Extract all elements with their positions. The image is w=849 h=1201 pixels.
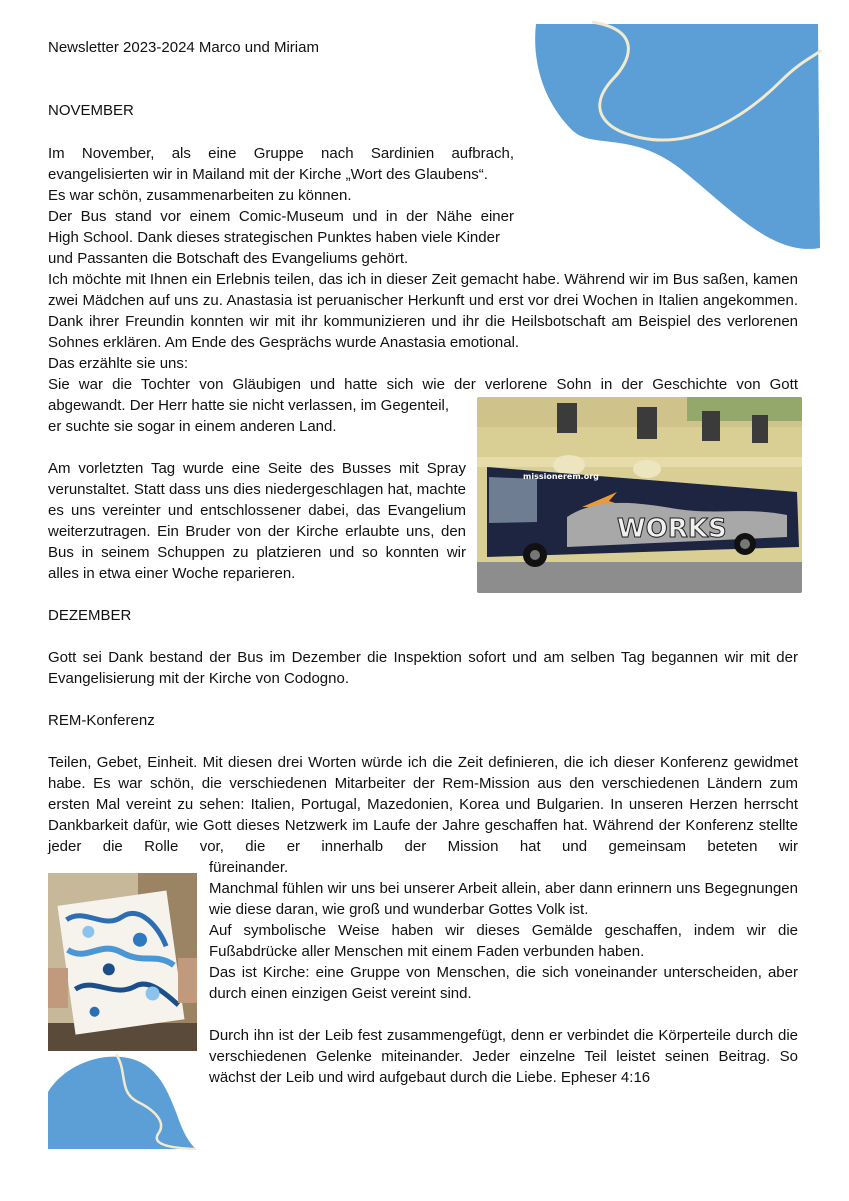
november-intro bbox=[48, 143, 514, 269]
decorative-blob-top bbox=[532, 20, 822, 252]
rem-intro-end: füreinander. bbox=[209, 859, 289, 876]
november-story bbox=[48, 269, 798, 395]
rem-heading: REM-Konferenz bbox=[48, 712, 155, 729]
bus-illustration bbox=[477, 397, 802, 593]
november-story-paragraph: Ich möchte mit Ihnen ein Erlebnis teilen, das ich in dieser Zeit gemacht habe. Während wir im Bus saßen, kamen zwei Mädchen auf uns zu. Anastasia ist peruanischer Herkunft und erst vor drei Wochen in Italien angekommen. Dank ihrer Freundin konnten wir mit ihr kommunizieren und ihr die Heilsbotschaft am Beispiel des verlorenen Sohnes erklären. Am Ende des Gesprächs wurde Anastasia emotional. bbox=[48, 271, 798, 351]
bus-sign-text: missionerem.org bbox=[523, 472, 599, 481]
november-story-intro: Das erzählte sie uns: bbox=[48, 355, 189, 372]
graffiti-text: WORKS bbox=[617, 514, 727, 544]
decorative-blob-bottom bbox=[48, 1052, 196, 1150]
november-graffiti-paragraph: Am vorletzten Tag wurde eine Seite des Busses mit Spray verunstaltet. Statt dass uns dies niedergeschlagen hat, machte es uns vereinter und entschlossener dabei, das Evangelium weiterzutragen. Ein Bruder von der Kirche erlaubte uns, den Bus in seinem Schuppen zu platzieren und so konnten wir alles in etwa einer Woche reparieren. bbox=[48, 460, 466, 582]
november-story-line-1: Sie war die Tochter von Gläubigen und hatte sich wie der verlorene Sohn in der Geschichte von Gott bbox=[48, 376, 798, 393]
painting-illustration bbox=[48, 873, 197, 1051]
rem-scripture-paragraph: Durch ihn ist der Leib fest zusammengefügt, denn er verbindet die Körperteile durch die verschiedenen Gelenke miteinander. Jeder einzelne Teil leistet seinen Beitrag. So wächst der Leib und wird aufgebaut durch die Liebe. Epheser 4:16 bbox=[209, 1027, 798, 1086]
november-bus-line-3: und Passanten die Botschaft des Evangeliums gehört. bbox=[48, 250, 409, 267]
bus-photo bbox=[477, 397, 802, 593]
rem-paragraph-3: Auf symbolische Weise haben wir dieses Gemälde geschaffen, indem wir die Fußabdrücke aller Menschen mit einem Faden verbunden haben. bbox=[209, 922, 798, 960]
november-story-rest: abgewandt. Der Herr hatte sie nicht verlassen, im Gegenteil, er suchte sie sogar in einem anderen Land. bbox=[48, 397, 450, 435]
november-left-column bbox=[48, 395, 466, 584]
rem-paragraph-2: Manchmal fühlen wir uns bei unserer Arbeit allein, aber dann erinnern uns Begegnungen wie diese daran, wie groß und wunderbar Gottes Volk ist. bbox=[209, 880, 798, 918]
november-bus-line-2: High School. Dank dieses strategischen Punktes haben viele Kinder bbox=[48, 229, 500, 246]
november-intro-line-1: Im November, als eine Gruppe nach Sardinien aufbrach, bbox=[48, 145, 514, 162]
rem-paragraph-4: Das ist Kirche: eine Gruppe von Menschen, die sich voneinander unterscheiden, aber durch einen einzigen Geist vereint sind. bbox=[209, 964, 798, 1002]
rem-right-column bbox=[209, 857, 798, 1088]
painting-photo bbox=[48, 873, 197, 1051]
november-bus-line-1: Der Bus stand vor einem Comic-Museum und in der Nähe einer bbox=[48, 208, 514, 225]
november-intro-line-2: evangelisierten wir in Mailand mit der Kirche „Wort des Glaubens“. bbox=[48, 166, 488, 183]
december-text: Gott sei Dank bestand der Bus im Dezember die Inspektion sofort und am selben Tag begannen wir mit der Evangelisierung mit der Kirche von Codogno. bbox=[48, 649, 798, 687]
december-paragraph bbox=[48, 647, 798, 689]
newsletter-title: Newsletter 2023-2024 Marco und Miriam bbox=[48, 39, 319, 56]
november-heading: NOVEMBER bbox=[48, 102, 134, 119]
rem-intro bbox=[48, 752, 798, 857]
december-heading: DEZEMBER bbox=[48, 607, 132, 624]
november-intro-line-3: Es war schön, zusammenarbeiten zu können. bbox=[48, 187, 352, 204]
rem-intro-text: Teilen, Gebet, Einheit. Mit diesen drei Worten würde ich die Zeit definieren, die ich dieser Konferenz gewidmet habe. Es war schön, die verschiedenen Mitarbeiter der Rem-Mission aus den verschiedenen Ländern zum ersten Mal vereint zu sehen: Italien, Portugal, Mazedonien, Korea und Bulgarien. In unseren Herzen herrscht Dankbarkeit dafür, wie Gott dieses Netzwerk im Laufe der Jahre geschaffen hat. Während der Konferenz stellte jeder die Rolle vor, die er innerhalb der Mission hat und gemeinsam beteten wir bbox=[48, 754, 798, 855]
